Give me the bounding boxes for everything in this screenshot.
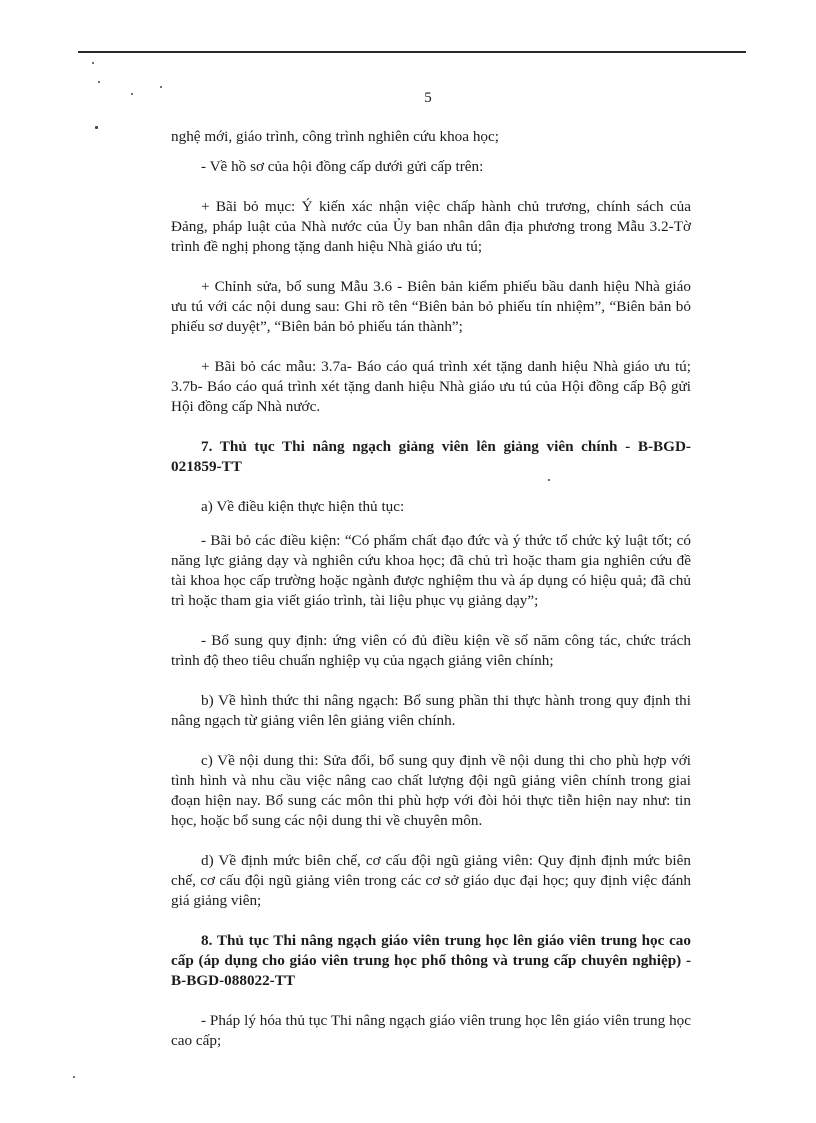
scan-speck bbox=[160, 86, 162, 88]
paragraph: - Bãi bỏ các điều kiện: “Có phẩm chất đạo đức và ý thức tổ chức kỷ luật tốt; có năng lực giảng dạy và nghiên cứu khoa học; đã chủ trì hoặc tham gia nghiên cứu đề tài khoa học cấp trường hoặc ngành được nghiệm thu và áp dụng có hiệu quả; đã chủ trì hoặc tham gia viết giáo trình, tài liệu phục vụ giảng dạy”; bbox=[171, 532, 691, 609]
scan-speck bbox=[92, 62, 94, 64]
paragraph: a) Về điều kiện thực hiện thủ tục: bbox=[201, 498, 405, 515]
scan-speck bbox=[95, 126, 98, 129]
header-rule bbox=[78, 51, 746, 53]
paragraph: d) Về định mức biên chế, cơ cấu đội ngũ giảng viên: Quy định định mức biên chế, cơ cấu đội ngũ giảng viên trong các cơ sở giáo dục đại học; quy định việc đánh giá giảng viên; bbox=[171, 852, 691, 909]
document-body bbox=[171, 127, 691, 1071]
paragraph: c) Về nội dung thi: Sửa đổi, bổ sung quy định về nội dung thi cho phù hợp với tình hình và nhu cầu việc nâng cao chất lượng đội ngũ giảng viên chính trong giai đoạn hiện nay. Bổ sung các môn thi phù hợp với đòi hỏi thực tiễn hiện nay như: tin học, hoặc bổ sung các nội dung thi về chuyên môn. bbox=[171, 752, 691, 829]
paragraph: + Chỉnh sửa, bổ sung Mẫu 3.6 - Biên bản kiểm phiếu bầu danh hiệu Nhà giáo ưu tú với các nội dung sau: Ghi rõ tên “Biên bản bỏ phiếu tín nhiệm”, “Biên bản bỏ phiếu sơ duyệt”, “Biên bản bỏ phiếu tán thành”; bbox=[171, 278, 691, 335]
paragraph: - Về hồ sơ của hội đồng cấp dưới gửi cấp trên: bbox=[201, 158, 484, 175]
paragraph: + Bãi bỏ các mẫu: 3.7a- Báo cáo quá trình xét tặng danh hiệu Nhà giáo ưu tú; 3.7b- Báo cáo quá trình xét tặng danh hiệu Nhà giáo ưu tú của Hội đồng cấp Bộ gửi Hội đồng cấp Nhà nước. bbox=[171, 358, 691, 415]
page-number: 5 bbox=[424, 90, 432, 106]
scan-speck bbox=[73, 1076, 75, 1078]
scan-speck bbox=[98, 81, 100, 83]
section-heading: 7. Thủ tục Thi nâng ngạch giảng viên lên giảng viên chính - B-BGD-021859-TT bbox=[171, 438, 691, 475]
section-heading: 8. Thủ tục Thi nâng ngạch giáo viên trung học lên giáo viên trung học cao cấp (áp dụng cho giáo viên trung học phổ thông và trung cấp chuyên nghiệp) - B-BGD-088022-TT bbox=[171, 932, 691, 989]
paragraph: - Bổ sung quy định: ứng viên có đủ điều kiện về số năm công tác, chức trách trình độ theo tiêu chuẩn nghiệp vụ của ngạch giảng viên chính; bbox=[171, 632, 691, 669]
paragraph: b) Về hình thức thi nâng ngạch: Bổ sung phần thi thực hành trong quy định thi nâng ngạch từ giảng viên lên giảng viên chính. bbox=[171, 692, 691, 729]
paragraph: - Pháp lý hóa thủ tục Thi nâng ngạch giáo viên trung học lên giáo viên trung học cao cấp; bbox=[171, 1012, 691, 1049]
paragraph: + Bãi bỏ mục: Ý kiến xác nhận việc chấp hành chủ trương, chính sách của Đảng, pháp luật của Nhà nước của Ủy ban nhân dân địa phương trong Mẫu 3.2-Tờ trình đề nghị phong tặng danh hiệu Nhà giáo ưu tú; bbox=[171, 198, 691, 255]
paragraph: nghệ mới, giáo trình, công trình nghiên cứu khoa học; bbox=[171, 128, 499, 145]
